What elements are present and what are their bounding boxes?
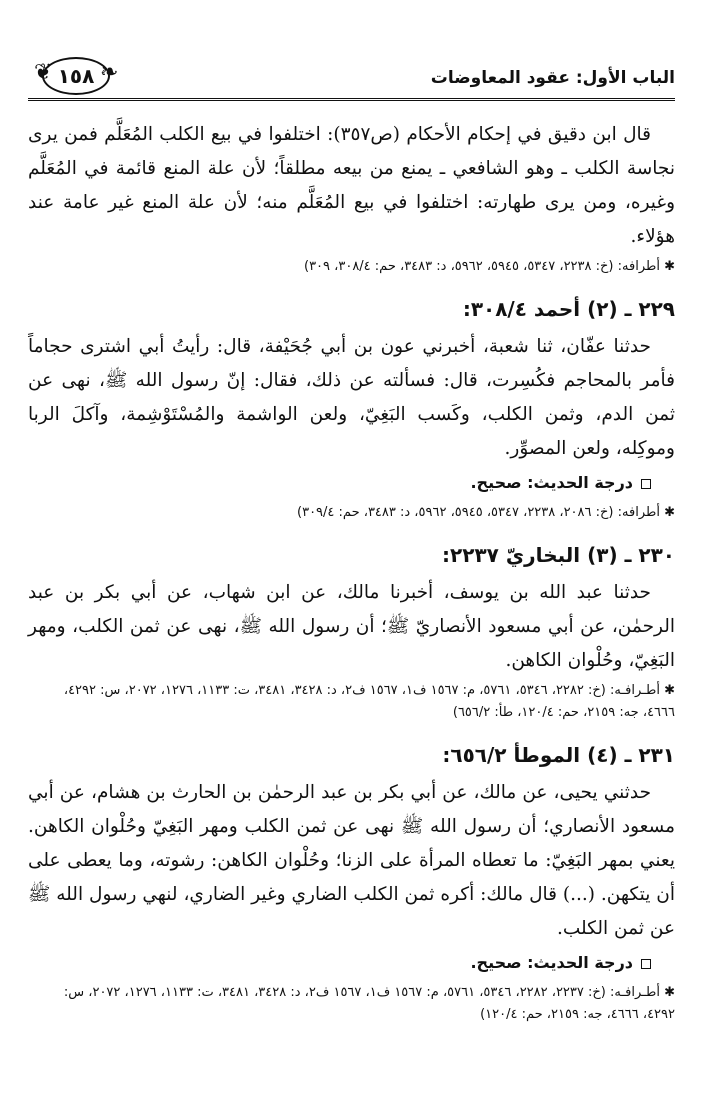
refs-label: أطـرافـه:	[610, 683, 660, 698]
star-icon: ✱	[664, 259, 675, 274]
hadith-231-grade	[28, 948, 675, 978]
refs-label: أطرافه:	[617, 259, 660, 274]
hadith-230-references	[28, 680, 675, 724]
chapter-title: الباب الأول: عقود المعاوضات	[430, 68, 675, 88]
ornament-left-icon: ❦	[34, 60, 53, 85]
refs-text: (خ: ٢٢٨٢، ٥٣٤٦، ٥٧٦١، م: ١٥٦٧ ف١، ١٥٦٧ ف٢، د: ٣٤٢٨، ٣٤٨١، ت: ١١٣٣، ١٢٧٦، ٢٠٧٢، س: ٤٢٩٢، ٤٦٦٦، جه: ٢١٥٩، حم: ١٢٠/٤، طأ: ٦٥٦/٢)	[63, 683, 675, 720]
hadith-231-text: حدثني يحيى، عن مالك، عن أبي بكر بن عبد الرحمٰن بن الحارث بن هشام، عن أبي مسعود الأنصاري؛ أن رسول الله ﷺ نهى عن ثمن الكلب ومهر البَغِيّ وحُلْوان الكاهن. يعني بمهر البَغِيّ: ما تعطاه المرأة على الزنا؛ وحُلْوان الكاهن: رشوته، وما يعطى على أن يتكهن. (...) قال مالك: أكره ثمن الكلب الضاري وغير الضاري، لنهي رسول الله ﷺ عن ثمن الكلب.	[28, 782, 675, 939]
hadith-229-heading: ٢٢٩ ـ (٢) أحمد ٣٠٨/٤:	[462, 297, 675, 321]
grade-text: درجة الحديث: صحيح.	[470, 473, 633, 492]
page-number-badge	[28, 56, 124, 96]
refs-text: (خ: ٢٢٣٨، ٥٣٤٧، ٥٩٤٥، ٥٩٦٢، د: ٣٤٨٣، حم: ٣٠٨/٤، ٣٠٩)	[304, 259, 614, 274]
hadith-229-grade	[28, 468, 675, 498]
ornament-right-icon: ❧	[100, 60, 119, 85]
intro-references	[28, 256, 675, 278]
hadith-231-heading: ٢٣١ ـ (٤) الموطأ ٦٥٦/٢:	[442, 743, 675, 767]
star-icon: ✱	[664, 683, 675, 698]
hadith-230-heading: ٢٣٠ ـ (٣) البخاريّ ٢٢٣٧:	[442, 543, 675, 567]
page-number: ١٥٨	[42, 57, 110, 95]
page-header	[28, 56, 675, 104]
hadith-230-text: حدثنا عبد الله بن يوسف، أخبرنا مالك، عن ابن شهاب، عن أبي بكر بن عبد الرحمٰن، عن أبي مسعود الأنصاريّ ﷺ؛ أن رسول الله ﷺ، نهى عن ثمن الكلب، ومهر البَغِيّ، وحُلْوان الكاهن.	[28, 582, 675, 671]
grade-text: درجة الحديث: صحيح.	[470, 953, 633, 972]
refs-text: (خ: ٢٢٣٧، ٢٢٨٢، ٥٣٤٦، ٥٧٦١، م: ١٥٦٧ ف١، ١٥٦٧ ف٢، د: ٣٤٢٨، ٣٤٨١، ت: ١١٣٣، ١٢٧٦، ٢٠٧٢، س: ٤٢٩٢، ٤٦٦٦، جه: ٢١٥٩، حم: ١٢٠/٤)	[63, 985, 675, 1022]
square-bullet-icon	[641, 479, 651, 489]
header-rule	[28, 98, 675, 104]
square-bullet-icon	[641, 959, 651, 969]
refs-label: أطرافه:	[617, 505, 660, 520]
refs-label: أطـرافـه:	[610, 985, 660, 1000]
hadith-229-text: حدثنا عفّان، ثنا شعبة، أخبرني عون بن أبي جُحَيْفة، قال: رأيتُ أبي اشترى حجاماً فأمر بالمحاجم فكُسِرت، قال: فسألته عن ذلك، فقال: إنّ رسول الله ﷺ، نهى عن ثمن الدم، وثمن الكلب، وكَسب البَغِيّ، ولعن الواشمة والمُسْتَوْشِمة، وآكلَ الربا وموكِله، ولعن المصوِّر.	[28, 336, 675, 459]
refs-text: (خ: ٢٠٨٦، ٢٢٣٨، ٥٣٤٧، ٥٩٤٥، ٥٩٦٢، د: ٣٤٨٣، حم: ٣٠٩/٤)	[297, 505, 614, 520]
star-icon: ✱	[664, 985, 675, 1000]
hadith-231-references	[28, 982, 675, 1026]
star-icon: ✱	[664, 505, 675, 520]
intro-paragraph: قال ابن دقيق في إحكام الأحكام (ص٣٥٧): اختلفوا في بيع الكلب المُعَلَّم فمن يرى نجاسة الكلب ـ وهو الشافعي ـ يمنع من بيعه مطلقاً؛ لأن علة المنع قائمة في المُعَلَّم وغيره، ومن يرى طهارته: اختلفوا في بيع المُعَلَّم منه؛ لأن علة المنع غير عامة عند هؤلاء.	[28, 124, 675, 247]
hadith-229-references	[28, 502, 675, 524]
page-body	[28, 118, 675, 1040]
